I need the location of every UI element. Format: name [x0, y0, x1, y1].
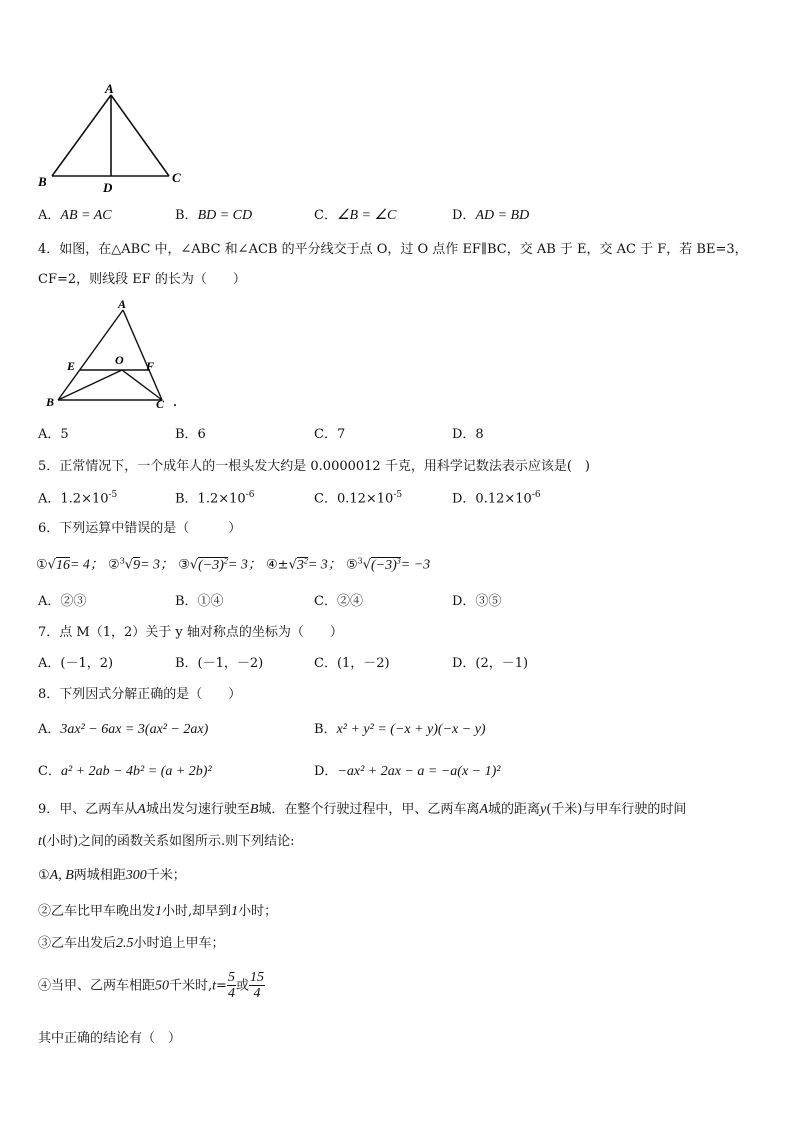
q5-option-d-exp: -6	[531, 490, 541, 500]
q3-option-c-label: C．	[314, 208, 337, 223]
sqrt-sign: √	[189, 557, 199, 573]
triangle-efo-figure	[38, 298, 188, 413]
vertex-label-d: D	[103, 180, 113, 195]
q6-item2-radicand: 9	[133, 557, 141, 573]
q4-stem-line1: 4．如图，在△ABC 中，∠ABC 和∠ACB 的平分线交于点 O，过 O 点作 EF∥BC，交 AB 于 E，交 AC 于 F，若 BE=3，	[38, 242, 748, 257]
fraction-denominator: 4	[227, 986, 235, 1002]
q8-option-b-label: B．	[314, 722, 337, 737]
q8-option-a-label: A．	[38, 722, 61, 737]
fig4-label-o: O	[115, 353, 124, 367]
q9-text: 9．甲、乙两车从	[38, 802, 138, 817]
q3-option-d-label: D．	[452, 208, 476, 223]
q9-conclusion-4	[38, 970, 265, 1002]
vertex-label-b: B	[38, 174, 47, 189]
q6-item5-result: = −3	[400, 557, 431, 573]
fig4-label-c: C	[156, 397, 165, 411]
q9-text: 城．在整个行驶过程中，甲、乙两车离	[258, 802, 480, 817]
q7-option-c[interactable]: C．(1，－2)	[314, 656, 390, 671]
q9-var-b: B	[249, 802, 259, 817]
q5-option-d[interactable]	[452, 490, 541, 507]
q9-text: ③乙车出发后	[38, 936, 117, 951]
q9-stem-line2	[38, 834, 295, 851]
q9-text: 小时追上甲车；	[133, 936, 225, 951]
q3-option-d[interactable]	[452, 208, 529, 225]
q4-option-d[interactable]: D．8	[452, 427, 484, 442]
q6-item5-radicand: (−3)	[371, 557, 397, 573]
q7-option-d[interactable]: D．(2，－1)	[452, 656, 529, 671]
q5-option-c[interactable]	[314, 490, 402, 507]
q6-item3-marker: ③	[178, 557, 190, 573]
q9-text: ①	[38, 868, 50, 883]
q8-option-c[interactable]	[38, 764, 212, 781]
q9-text: 城的距离	[488, 802, 541, 817]
q6-item3-result: = 3；	[227, 557, 262, 573]
q9-var-t: t	[38, 834, 42, 849]
q5-option-a[interactable]	[38, 490, 117, 507]
q9-text: 城出发匀速行驶至	[145, 802, 250, 817]
q9-number: 300	[125, 868, 147, 883]
q3-option-b-label: B．	[175, 208, 198, 223]
q9-number: 1	[231, 904, 239, 919]
q9-var-y: y	[540, 802, 547, 817]
fig4-label-a: A	[118, 298, 127, 311]
q6-item2-index: 3	[119, 556, 125, 566]
fig4-label-e: E	[67, 359, 76, 373]
q9-text: 小时,却早到	[162, 904, 232, 919]
q8-option-d-label: D．	[314, 764, 338, 779]
q9-number: 2.5	[116, 936, 134, 951]
q9-number: 50	[155, 978, 170, 994]
q9-text: 或	[235, 978, 249, 994]
q9-final-question: 其中正确的结论有（ ）	[38, 1031, 182, 1046]
sqrt-sign: √	[47, 557, 56, 573]
q8-option-c-label: C．	[38, 764, 61, 779]
q6-item2-result: = 3；	[140, 557, 175, 573]
q6-item4-radicand: 3	[296, 557, 304, 573]
q5-stem: 5．正常情况下，一个成年人的一根头发大约是 0.0000012 千克，用科学记数法表示应该是( )	[38, 459, 590, 474]
q3-option-b-expr: BD = CD	[197, 208, 253, 223]
q9-var-ab: A, B	[49, 868, 74, 883]
q5-option-b[interactable]	[175, 490, 254, 507]
q3-option-a-expr: AB = AC	[60, 208, 112, 223]
q8-stem: 8．下列因式分解正确的是（ ）	[38, 687, 242, 702]
q9-var-t: t	[212, 978, 217, 994]
q9-conclusion-2	[38, 904, 277, 921]
q6-item5-power: 3	[396, 556, 401, 565]
q6-option-b[interactable]: B．①④	[175, 594, 224, 609]
q9-stem-line1	[38, 802, 686, 819]
q3-option-d-expr: AD = BD	[475, 208, 530, 223]
q9-text: 小时；	[238, 904, 278, 919]
q5-option-a-exp: -5	[108, 490, 118, 500]
q6-item5-marker: ⑤	[345, 557, 358, 573]
q9-conclusion-1	[38, 868, 186, 885]
q6-item4-marker: ④±	[266, 557, 289, 573]
vertex-label-a: A	[105, 81, 114, 96]
q9-text: 千米；	[146, 868, 186, 883]
q6-item1-radicand: 16	[55, 557, 70, 573]
q8-option-d[interactable]	[314, 764, 500, 781]
q9-text: (小时)之间的函数关系如图所示.则下列结论:	[41, 834, 295, 849]
q6-item4-power: 2	[303, 556, 308, 565]
sqrt-sign: √	[362, 557, 371, 573]
q5-option-b-label: B．1.2×10	[175, 491, 246, 507]
sqrt-sign: √	[288, 557, 297, 573]
q5-option-d-label: D．0.12×10	[452, 491, 532, 507]
q6-items	[36, 556, 430, 574]
q9-text: (千米)与甲车行驶的时间	[546, 802, 687, 817]
q6-stem: 6．下列运算中错误的是（ ）	[38, 521, 242, 536]
triangle-abc-figure	[32, 78, 192, 198]
q9-conclusion-3	[38, 936, 225, 953]
q9-number: 1	[155, 904, 163, 919]
q5-option-a-label: A．1.2×10	[38, 491, 109, 507]
q9-text: ④当甲、乙两车相距	[38, 978, 156, 994]
q9-text: ②乙车比甲车晚出发	[38, 904, 156, 919]
q6-item3-radicand: (−3)	[198, 557, 224, 573]
q6-item1-marker: ①	[36, 557, 48, 573]
fraction-5-4	[227, 970, 236, 1002]
q9-equals: =	[216, 978, 227, 994]
q4-option-c[interactable]: C．7	[314, 427, 346, 442]
q6-item3-power: 2	[223, 556, 228, 565]
q3-option-a[interactable]	[38, 208, 112, 225]
q6-option-c[interactable]: C．②④	[314, 594, 363, 609]
q6-option-a[interactable]: A．②③	[38, 594, 87, 609]
fraction-15-4	[249, 970, 265, 1002]
q9-var-a: A	[479, 802, 488, 817]
q3-option-a-label: A．	[38, 208, 61, 223]
q6-item4-result: = 3；	[307, 557, 342, 573]
q7-option-a[interactable]: A．(－1，2)	[38, 656, 114, 671]
q5-option-b-exp: -6	[245, 490, 255, 500]
q8-option-c-expr: a² + 2ab − 4b² = (a + 2b)²	[60, 764, 212, 779]
q9-var-a: A	[137, 802, 146, 817]
q8-option-b-expr: x² + y² = (−x + y)(−x − y)	[336, 722, 486, 737]
q5-option-c-exp: -5	[393, 490, 403, 500]
q4-stem-line2: CF=2，则线段 EF 的长为（ ）	[38, 272, 246, 287]
fig4-label-f: F	[146, 359, 155, 373]
q8-option-a-expr: 3ax² − 6ax = 3(ax² − 2ax)	[60, 722, 209, 737]
fig4-dot: .	[174, 395, 177, 409]
fig4-label-b: B	[46, 395, 55, 409]
q9-text: 两城相距	[73, 868, 126, 883]
fraction-denominator: 4	[253, 986, 261, 1002]
q6-item1-result: = 4；	[69, 557, 104, 573]
q7-option-b[interactable]: B．(－1，－2)	[175, 656, 264, 671]
q3-option-b[interactable]	[175, 208, 252, 225]
q3-option-c-expr: ∠B = ∠C	[336, 208, 397, 223]
vertex-label-c: C	[172, 170, 181, 185]
fraction-numerator: 5	[227, 970, 235, 985]
q5-option-c-label: C．0.12×10	[314, 491, 394, 507]
q9-text: 千米时,	[169, 978, 213, 994]
q6-item5-index: 3	[357, 556, 363, 566]
q4-option-b[interactable]: B．6	[175, 427, 206, 442]
q3-option-c[interactable]	[314, 208, 396, 225]
fraction-numerator: 15	[249, 970, 264, 985]
q8-option-b[interactable]	[314, 722, 486, 739]
sqrt-sign: √	[124, 557, 134, 573]
q6-option-d[interactable]: D．③⑤	[452, 594, 502, 609]
q6-item2-marker: ②	[108, 557, 120, 573]
q4-option-a[interactable]: A．5	[38, 427, 69, 442]
q8-option-d-expr: −ax² + 2ax − a = −a(x − 1)²	[337, 764, 501, 779]
q8-option-a[interactable]	[38, 722, 208, 739]
q7-stem: 7．点 M（1，2）关于 y 轴对称点的坐标为（ ）	[38, 625, 343, 640]
